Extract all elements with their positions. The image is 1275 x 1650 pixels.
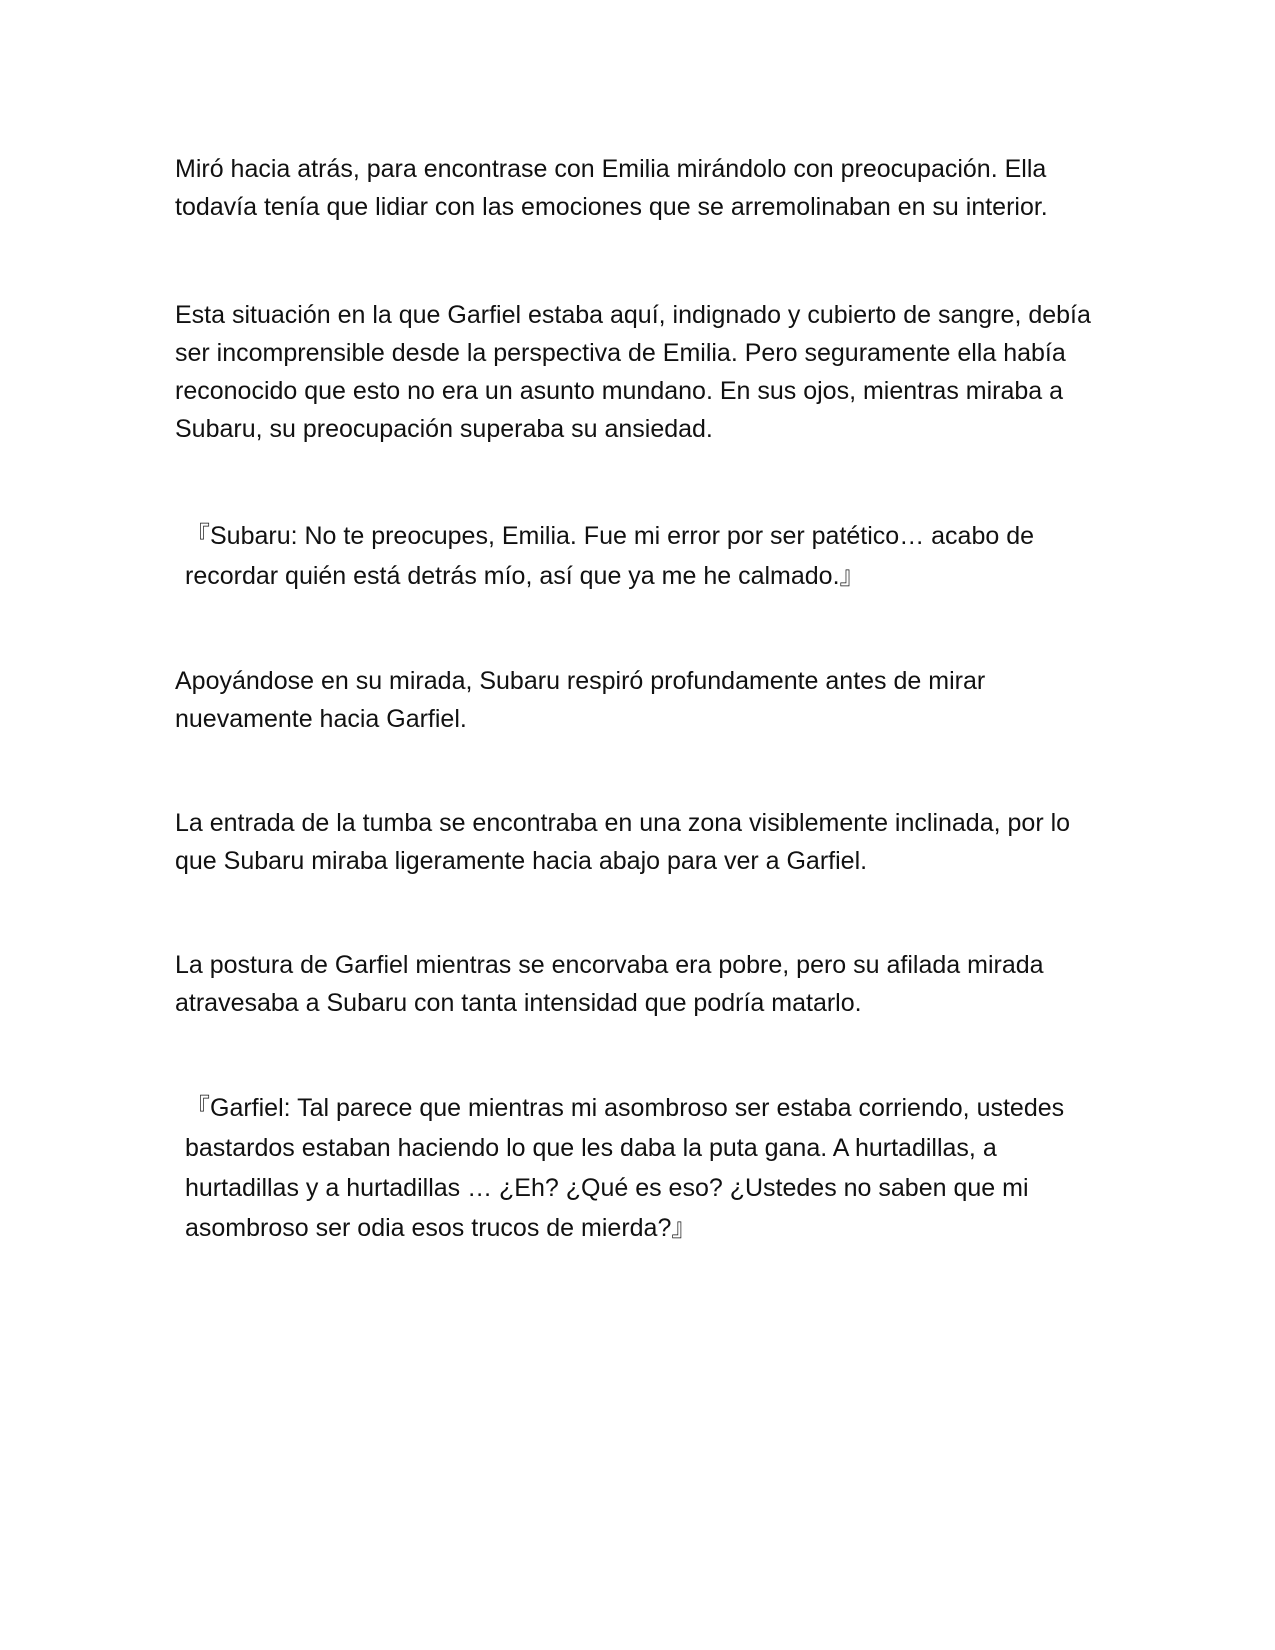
paragraph-5: La entrada de la tumba se encontraba en una zona visiblemente inclinada, por lo que Subaru miraba ligeramente hacia abajo para ver a Garfiel. xyxy=(175,809,1071,875)
paragraph-2: Esta situación en la que Garfiel estaba aquí, indignado y cubierto de sangre, debía ser incomprensible desde la perspectiva de Emilia. Pero seguramente ella había reconocido que esto no era un asunto mundano. En sus ojos, mientras miraba a Subaru, su preocupación superaba su ansiedad. xyxy=(175,301,1091,443)
paragraph-4: Apoyándose en su mirada, Subaru respiró profundamente antes de mirar nuevamente hacia Garfiel. xyxy=(175,667,986,733)
paragraph-6: La postura de Garfiel mientras se encorvaba era pobre, pero su afilada mirada atravesaba a Subaru con tanta intensidad que podría matarlo. xyxy=(175,951,1044,1017)
paragraph-1: Miró hacia atrás, para encontrase con Emilia mirándolo con preocupación. Ella todavía tenía que lidiar con las emociones que se arremolinaban en su interior. xyxy=(175,155,1048,221)
dialogue-subaru: 『Subaru: No te preocupes, Emilia. Fue mi error por ser patético… acabo de recordar quién está detrás mío, así que ya me he calmado.』 xyxy=(185,522,1035,590)
dialogue-garfiel: 『Garfiel: Tal parece que mientras mi asombroso ser estaba corriendo, ustedes bastardos estaban haciendo lo que les daba la puta gana. A hurtadillas, a hurtadillas y a hurtadillas … ¿Eh? ¿Qué es eso? ¿Ustedes no saben que mi asombroso ser odia esos trucos de mierda?』 xyxy=(185,1094,1065,1242)
